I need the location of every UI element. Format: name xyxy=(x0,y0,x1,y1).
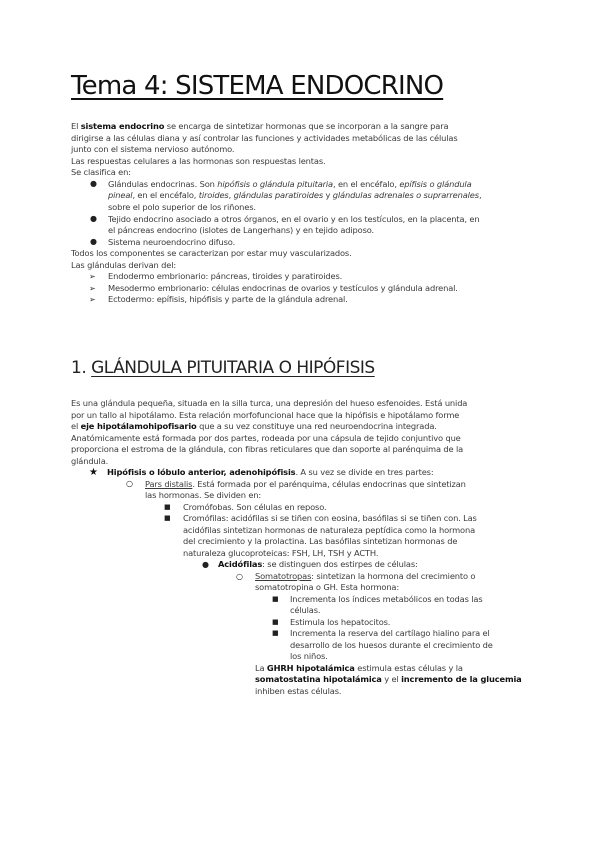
somatotropas-line-1 xyxy=(255,571,475,583)
star-bullet-icon: ★ xyxy=(89,467,98,478)
text: estimula estas células y la xyxy=(354,662,463,673)
text: y xyxy=(323,190,333,200)
square-bullet-icon: ■ xyxy=(272,629,279,637)
text: El xyxy=(71,121,81,131)
italic-term: glándulas adrenales o suprarrenales xyxy=(332,190,479,200)
cromofilas-line-1: Cromófilas: acidófilas si se tiñen con eosina, basófilas si se tiñen con. Las xyxy=(183,513,477,523)
intro-line-2: dirigirse a las células diana y así controlar las funciones y actividades metabólicas de las células xyxy=(71,132,458,143)
square-bullet-icon: ■ xyxy=(164,502,171,511)
text: , xyxy=(228,190,234,200)
text: , en el encéfalo, xyxy=(333,178,400,189)
origin-item-1: Endodermo embrionario: páncreas, tiroides y paratiroides. xyxy=(108,271,343,281)
text: : sintetizan la hormona del crecimiento o xyxy=(311,570,476,581)
bullet-dot-icon: ● xyxy=(90,179,97,188)
circle-bullet-icon: ○ xyxy=(126,479,133,488)
italic-term: tiroides xyxy=(198,190,229,200)
cromofilas-line-4: naturaleza glucoproteicas: FSH, LH, TSH y ACTH. xyxy=(183,547,379,558)
class-item-2-line-2: el páncreas endocrino (islotes de Langerhans) y en tejido adiposo. xyxy=(108,225,375,235)
intro-line-5: Se clasifica en: xyxy=(71,167,131,177)
text: La xyxy=(255,662,267,673)
origin-item-3: Ectodermo: epífisis, hipófisis y parte de la glándula adrenal. xyxy=(108,294,348,304)
cromofilas-line-2: acidófilas sintetizan hormonas de naturaleza peptídica como la hormona xyxy=(183,524,476,535)
class-item-3: Sistema neuroendocrino difuso. xyxy=(108,236,236,247)
bold-term: sistema endocrino xyxy=(80,121,165,131)
ghrh-line xyxy=(255,663,463,675)
italic-term: pineal xyxy=(108,190,133,200)
arrow-bullet-icon: ➢ xyxy=(89,283,96,293)
acidofilas-item xyxy=(218,559,418,571)
section-title: GLÁNDULA PITUITARIA O HIPÓFISIS xyxy=(91,358,375,378)
bold-term: Hipófisis o lóbulo anterior, adenohipófisis xyxy=(107,467,296,477)
italic-term: hipófisis o glándula pituitaria xyxy=(217,178,333,189)
effect-1-line-1: Incrementa los índices metabólicos en todas las xyxy=(290,593,483,604)
arrow-bullet-icon: ➢ xyxy=(89,295,96,304)
text: , en el encéfalo, xyxy=(132,190,199,200)
text: que a su vez constituye una red neuroendocrina integrada. xyxy=(196,421,437,431)
bullet-dot-icon: ● xyxy=(202,560,209,569)
bullet-dot-icon: ● xyxy=(90,237,97,246)
class-item-1-line-2 xyxy=(108,190,481,202)
bold-term: incremento de la glucemia xyxy=(401,674,522,684)
intro-line-4: Las respuestas celulares a las hormonas son respuestas lentas. xyxy=(71,155,326,166)
square-bullet-icon: ■ xyxy=(164,514,171,522)
bold-term: eje hipotálamohipofisario xyxy=(80,421,197,431)
effect-1-line-2: células. xyxy=(290,605,321,615)
underlined-term: Pars distalis xyxy=(145,478,193,489)
section-number: 1. xyxy=(71,358,92,378)
para-line-2: por un tallo al hipotálamo. Esta relación morfofuncional hace que la hipófisis e hipotálamo forme xyxy=(71,409,460,420)
bold-term: somatostatina hipotalámica xyxy=(255,674,382,684)
square-bullet-icon: ■ xyxy=(272,617,279,626)
para-line-4: Anatómicamente está formada por dos partes, rodeada por una cápsula de tejido conjuntivo que xyxy=(71,432,461,443)
inhibit-line: inhiben estas células. xyxy=(255,685,342,696)
cromofobas-item: Cromófobas. Son células en reposo. xyxy=(183,501,327,512)
adeno-heading xyxy=(107,467,434,479)
section-heading xyxy=(71,358,375,378)
intro-line-1 xyxy=(71,121,448,133)
text: se encarga de sintetizar hormonas que se incorporan a la sangre para xyxy=(164,121,449,131)
text: el xyxy=(71,421,81,431)
para-line-6: glándula. xyxy=(71,455,109,466)
class-item-1-line-3: sobre el polo superior de los riñones. xyxy=(108,201,256,212)
vascularization-text: Todos los componentes se caracterizan por estar muy vascularizados. xyxy=(71,248,352,258)
text: y el xyxy=(381,674,402,684)
cromofilas-line-3: del crecimiento y la prolactina. Las basófilas sintetizan hormonas de xyxy=(183,536,458,546)
text: Glándulas endocrinas. Son xyxy=(108,178,218,189)
pars-distalis-line-2: las hormonas. Se dividen en: xyxy=(145,490,262,500)
effect-3-line-2: desarrollo de los huesos durante el crecimiento de xyxy=(290,639,493,650)
para-line-3 xyxy=(71,421,437,433)
page-title: Tema 4: SISTEMA ENDOCRINO xyxy=(71,71,444,101)
text: , xyxy=(478,190,482,200)
intro-line-3: junto con el sistema nervioso autónomo. xyxy=(71,144,235,154)
somatotropas-line-2: somatotropina o GH. Esta hormona: xyxy=(255,582,400,592)
underlined-term: Somatotropas xyxy=(255,570,312,581)
bullet-dot-icon: ● xyxy=(90,214,97,223)
pars-distalis-line-1 xyxy=(145,479,466,491)
italic-term: epífisis o glándula xyxy=(399,178,472,189)
effect-3-line-1: Incrementa la reserva del cartílago hialino para el xyxy=(290,628,490,638)
effect-3-line-3: los niños. xyxy=(290,651,328,661)
bold-term: Acidófilas xyxy=(218,559,263,569)
italic-term: glándulas paratiroides xyxy=(233,190,323,200)
square-bullet-icon: ■ xyxy=(272,594,279,603)
text: . A su vez se divide en tres partes: xyxy=(295,467,434,477)
para-line-5: proporciona el estroma de la glándula, con fibras reticulares que dan soporte al parénquima de la xyxy=(71,444,464,454)
text: : se distinguen dos estirpes de células: xyxy=(262,559,418,569)
somatostatin-line xyxy=(255,674,522,686)
circle-bullet-icon: ○ xyxy=(236,571,243,581)
origin-item-2: Mesodermo embrionario: células endocrinas de ovarios y testículos y glándula adrenal. xyxy=(108,282,458,293)
class-item-1-line-1 xyxy=(108,179,472,191)
para-line-1: Es una glándula pequeña, situada en la silla turca, una depresión del hueso esfenoides. Está unida xyxy=(71,398,468,408)
arrow-bullet-icon: ➢ xyxy=(89,272,96,281)
derive-text: Las glándulas derivan del: xyxy=(71,259,177,270)
bold-term: GHRH hipotalámica xyxy=(266,662,355,673)
text: . Está formada por el parénquima, células endocrinas que sintetizan xyxy=(192,478,466,489)
class-item-2-line-1: Tejido endocrino asociado a otros órganos, en el ovario y en los testículos, en la placenta, en xyxy=(108,213,480,224)
effect-2: Estimula los hepatocitos. xyxy=(290,616,391,627)
